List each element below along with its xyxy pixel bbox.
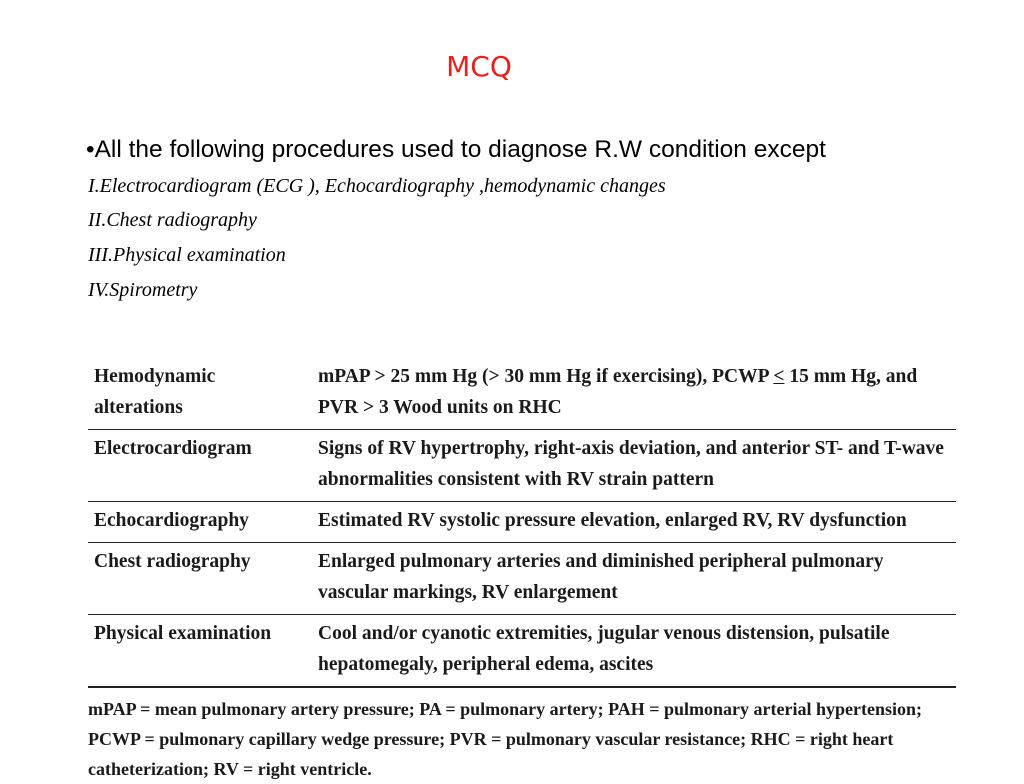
diagnosis-table [88,358,956,688]
option-1: I.Electrocardiogram (ECG ), Echocardiography ,hemodynamic changes [88,175,666,197]
row-description-part: mPAP > 25 mm Hg (> 30 mm Hg if exercising), PCWP [318,366,774,387]
row-label: Hemodynamic alterations [88,358,312,430]
table-footnote: mPAP = mean pulmonary artery pressure; PA = pulmonary artery; PAH = pulmonary arterial hypertension; PCWP = pulmonary capillary wedge pressure; PVR = pulmonary vascular resistance; RHC = right heart catheterization; RV = right ventricle. [88,699,923,779]
question-text: •All the following procedures used to diagnose R.W condition except [86,136,826,163]
row-label: Chest radiography [88,543,312,615]
table-row [88,430,956,502]
row-description [312,358,956,430]
row-label: Physical examination [88,615,312,688]
row-label: Electrocardiogram [88,430,312,502]
option-2: II.Chest radiography [88,209,257,231]
diagnosis-table-figure [88,358,956,784]
row-label: Echocardiography [88,502,312,543]
table-row [88,502,956,543]
table-row [88,358,956,430]
row-description: Enlarged pulmonary arteries and diminished peripheral pulmonary vascular markings, RV enlargement [312,543,956,615]
row-description: Estimated RV systolic pressure elevation, enlarged RV, RV dysfunction [312,502,956,543]
row-description: Cool and/or cyanotic extremities, jugular venous distension, pulsatile hepatomegaly, peripheral edema, ascites [312,615,956,688]
option-4: IV.Spirometry [88,279,198,301]
option-3: III.Physical examination [88,244,286,266]
row-description: Signs of RV hypertrophy, right-axis deviation, and anterior ST- and T-wave abnormalities consistent with RV strain pattern [312,430,956,502]
less-equal-sign: < [773,366,785,387]
slide-title: MCQ [446,50,512,83]
table-row [88,615,956,688]
table-row [88,543,956,615]
row-description-part: 15 mm Hg, and PVR > 3 Wood units on RHC [318,366,918,418]
